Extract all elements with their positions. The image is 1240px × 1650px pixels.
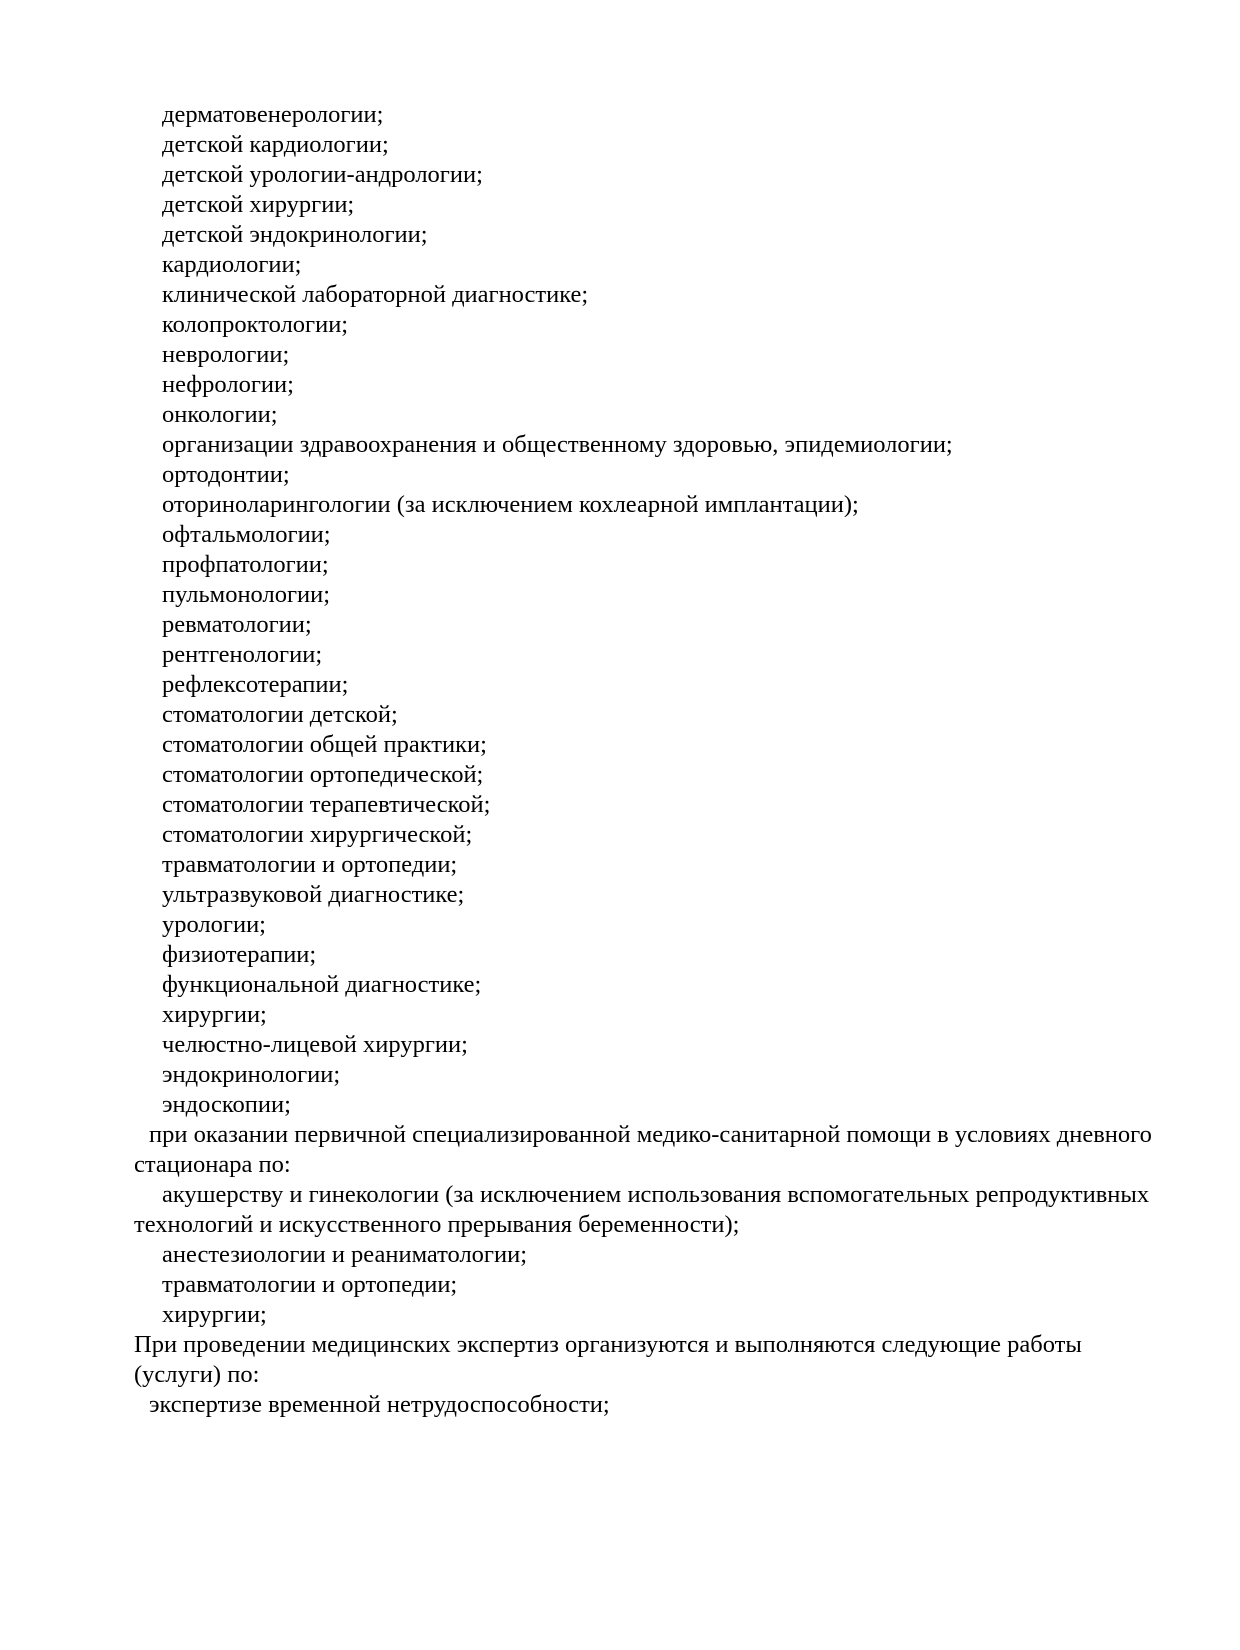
text-line: стоматологии хирургической;	[162, 821, 473, 848]
text-line: онкологии;	[162, 401, 278, 428]
text-line: челюстно-лицевой хирургии;	[162, 1031, 468, 1058]
text-line: стоматологии ортопедической;	[162, 761, 484, 788]
text-line: стоматологии общей практики;	[162, 731, 487, 758]
text-line: травматологии и ортопедии;	[162, 851, 458, 878]
text-line: колопроктологии;	[162, 311, 349, 338]
text-line: технологий и искусственного прерывания беременности);	[134, 1211, 740, 1238]
text-line: функциональной диагностике;	[162, 971, 482, 998]
text-line: профпатологии;	[162, 551, 329, 578]
text-line: стационара по:	[134, 1151, 291, 1178]
text-line: нефрологии;	[162, 371, 294, 398]
text-line: эндоскопии;	[162, 1091, 291, 1118]
text-line: При проведении медицинских экспертиз организуются и выполняются следующие работы	[134, 1331, 1082, 1358]
text-line: ревматологии;	[162, 611, 312, 638]
text-line: клинической лабораторной диагностике;	[162, 281, 589, 308]
text-line: оториноларингологии (за исключением кохлеарной имплантации);	[162, 491, 859, 518]
text-line: эндокринологии;	[162, 1061, 341, 1088]
text-line: урологии;	[162, 911, 266, 938]
text-line: детской урологии-андрологии;	[162, 161, 483, 188]
text-line: (услуги) по:	[134, 1361, 260, 1388]
text-line: детской кардиологии;	[162, 131, 389, 158]
text-line: кардиологии;	[162, 251, 302, 278]
text-line: организации здравоохранения и общественному здоровью, эпидемиологии;	[162, 431, 953, 458]
text-line: дерматовенерологии;	[162, 101, 384, 128]
text-line: хирургии;	[162, 1301, 267, 1328]
text-line: неврологии;	[162, 341, 290, 368]
text-line: экспертизе временной нетрудоспособности;	[149, 1391, 610, 1418]
text-line: травматологии и ортопедии;	[162, 1271, 458, 1298]
text-line: стоматологии детской;	[162, 701, 398, 728]
text-line: рефлексотерапии;	[162, 671, 349, 698]
text-line: пульмонологии;	[162, 581, 331, 608]
text-line: детской хирургии;	[162, 191, 355, 218]
text-line: рентгенологии;	[162, 641, 323, 668]
text-line: при оказании первичной специализированной медико-санитарной помощи в условиях дневного	[149, 1121, 1152, 1148]
text-line: ультразвуковой диагностике;	[162, 881, 465, 908]
text-line: ортодонтии;	[162, 461, 290, 488]
text-line: акушерству и гинекологии (за исключением использования вспомогательных репродуктивных	[162, 1181, 1150, 1208]
text-line: офтальмологии;	[162, 521, 331, 548]
text-line: детской эндокринологии;	[162, 221, 428, 248]
text-line: физиотерапии;	[162, 941, 317, 968]
text-line: стоматологии терапевтической;	[162, 791, 491, 818]
text-line: анестезиологии и реаниматологии;	[162, 1241, 528, 1268]
document-body	[134, 100, 1200, 1420]
text-line: хирургии;	[162, 1001, 267, 1028]
